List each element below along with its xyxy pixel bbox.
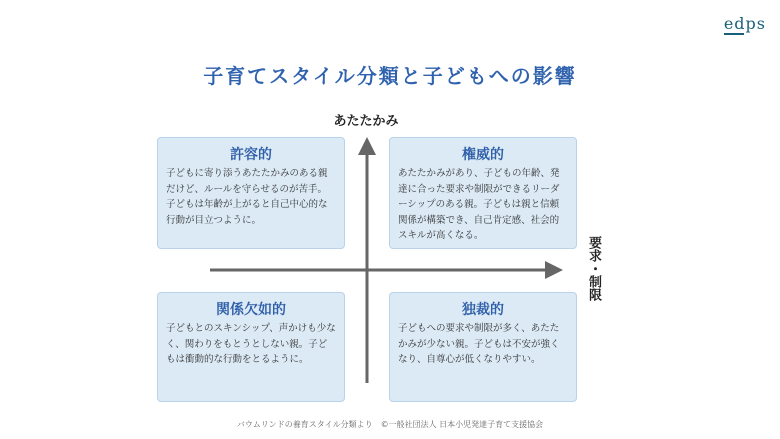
quadrant-authoritative-heading: 権威的 xyxy=(462,147,504,163)
quadrant-neglectful xyxy=(157,292,345,402)
vertical-axis-label: あたたかみ xyxy=(333,114,399,129)
quadrant-authoritarian-body: 子どもへの要求や制限が多く、あたたかみが少ない親。子どもは不安が強くなり、自尊心が低くなりやすい。 xyxy=(398,323,560,365)
horizontal-axis-label: 要求・制限 xyxy=(586,236,601,301)
quadrant-permissive xyxy=(157,137,345,249)
source-caption: バウムリンドの養育スタイル分類より ©一般社団法人 日本小児発達子育て支援協会 xyxy=(236,420,544,429)
quadrant-permissive-heading: 許容的 xyxy=(230,147,272,163)
quadrant-authoritarian xyxy=(389,292,577,402)
quadrant-authoritarian-heading: 独裁的 xyxy=(462,302,504,318)
quadrant-authoritative xyxy=(389,137,577,249)
page-title: 子育てスタイル分類と子どもへの影響 xyxy=(203,64,577,88)
vertical-axis-arrowhead xyxy=(358,137,376,155)
quadrant-permissive-body: 子どもに寄り添うあたたかみのある親だけど、ルールを守らせるのが苦手。子どもは年齢が上がると自己中心的な行動が目立つように。 xyxy=(166,168,328,226)
horizontal-axis-arrowhead xyxy=(545,261,563,279)
quadrant-authoritative-body: あたたかみがあり、子どもの年齢、発達に合った要求や制限ができるリーダーシップのある親。子どもは親と信頼関係が構築でき、自己肯定感、社会的スキルが高くなる。 xyxy=(398,168,560,241)
quadrant-neglectful-body: 子どもとのスキンシップ、声かけも少なく、関わりをもとうとしない親。子どもは衝動的な行動をとるように。 xyxy=(166,323,336,365)
brand-logo-text: edps xyxy=(723,14,766,33)
quadrant-neglectful-heading: 関係欠如的 xyxy=(216,302,286,318)
